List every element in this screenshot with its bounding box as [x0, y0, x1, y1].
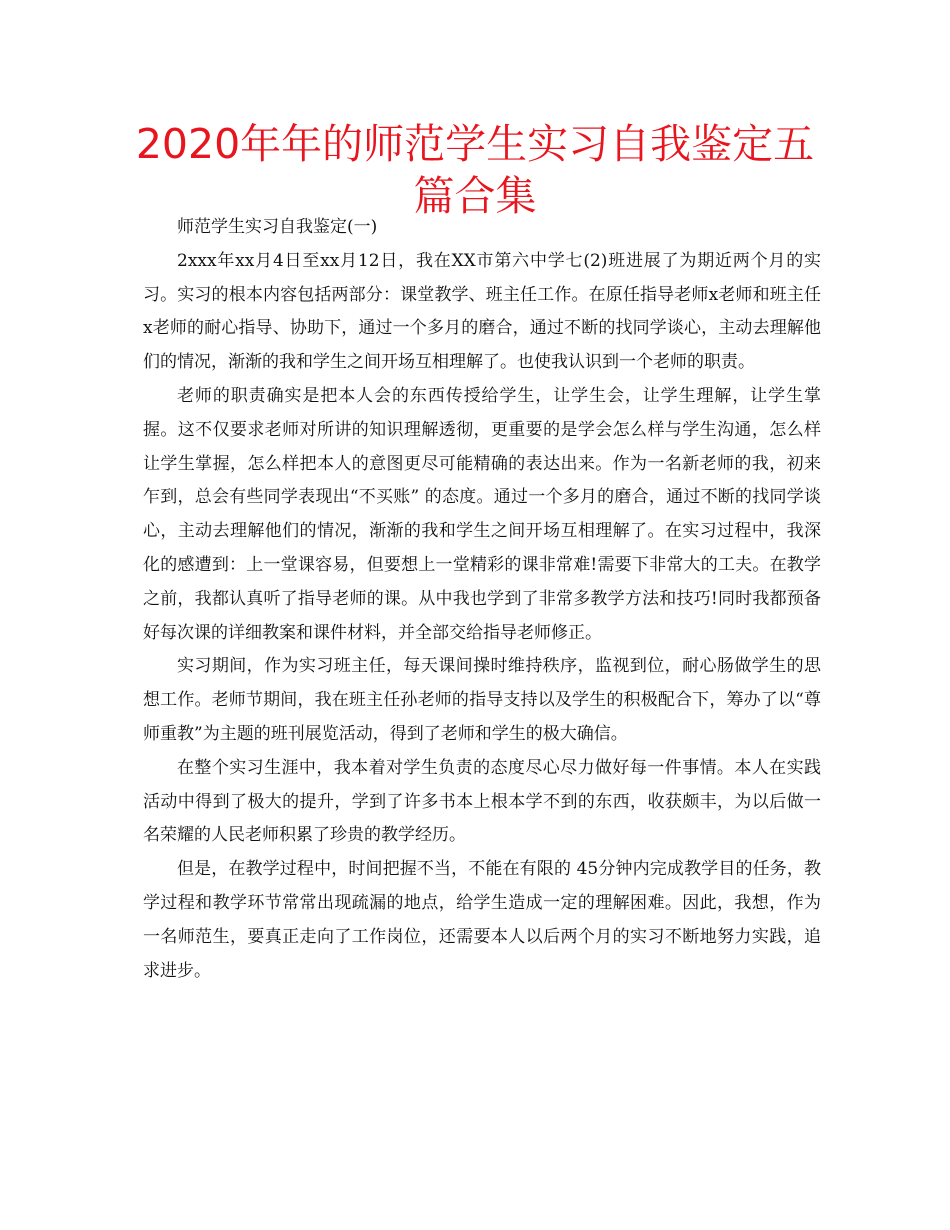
document-body: [143, 211, 821, 988]
paragraph: 2xxx年xx月4日至xx月12日，我在XX市第六中学七(2)班进展了为期近两个月的实习。实习的根本内容包括两部分：课堂教学、班主任工作。在原任指导老师x老师和班主任x老师的耐心指导、协助下，通过一个多月的磨合，通过不断的找同学谈心，主动去理解他们的情况，渐渐的我和学生之间开场互相理解了。也使我认识到一个老师的职责。: [143, 250, 821, 373]
paragraph: 老师的职责确实是把本人会的东西传授给学生，让学生会，让学生理解，让学生掌握。这不仅要求老师对所讲的知识理解透彻，更重要的是学会怎么样与学生沟通，怎么样让学生掌握，怎么样把本人的意图更尽可能精确的表达出来。作为一名新老师的我，初来乍到，总会有些同学表现出“不买账” 的态度。通过一个多月的磨合，通过不断的找同学谈心，主动去理解他们的情况，渐渐的我和学生之间开场互相理解了。在实习过程中，我深化的感遭到：上一堂课容易，但要想上一堂精彩的课非常难!需要下非常大的工夫。在教学之前，我都认真听了指导老师的课。从中我也学到了非常多教学方法和技巧!同时我都预备好每次课的详细教案和课件材料，并全部交给指导老师修正。: [143, 385, 821, 643]
paragraph: 在整个实习生涯中，我本着对学生负责的态度尽心尽力做好每一件事情。本人在实践活动中得到了极大的提升，学到了许多书本上根本学不到的东西，收获颇丰，为以后做一名荣耀的人民老师积累了珍贵的教学经历。: [143, 757, 821, 846]
paragraph: 但是，在教学过程中，时间把握不当，不能在有限的 45分钟内完成教学目的任务，教学过程和教学环节常常出现疏漏的地点，给学生造成一定的理解困难。因此，我想，作为一名师范生，要真正走向了工作岗位，还需要本人以后两个月的实习不断地努力实践，追求进步。: [143, 859, 821, 981]
paragraph: 实习期间，作为实习班主任，每天课间操时维持秩序，监视到位，耐心肠做学生的思想工作。老师节期间，我在班主任孙老师的指导支持以及学生的积极配合下，筹办了以“尊师重教”为主题的班刊展览活动，得到了老师和学生的极大确信。: [143, 656, 821, 744]
document-title: 2020年年的师范学生实习自我鉴定五篇合集: [135, 120, 815, 220]
section-heading: 师范学生实习自我鉴定(一): [177, 217, 378, 237]
